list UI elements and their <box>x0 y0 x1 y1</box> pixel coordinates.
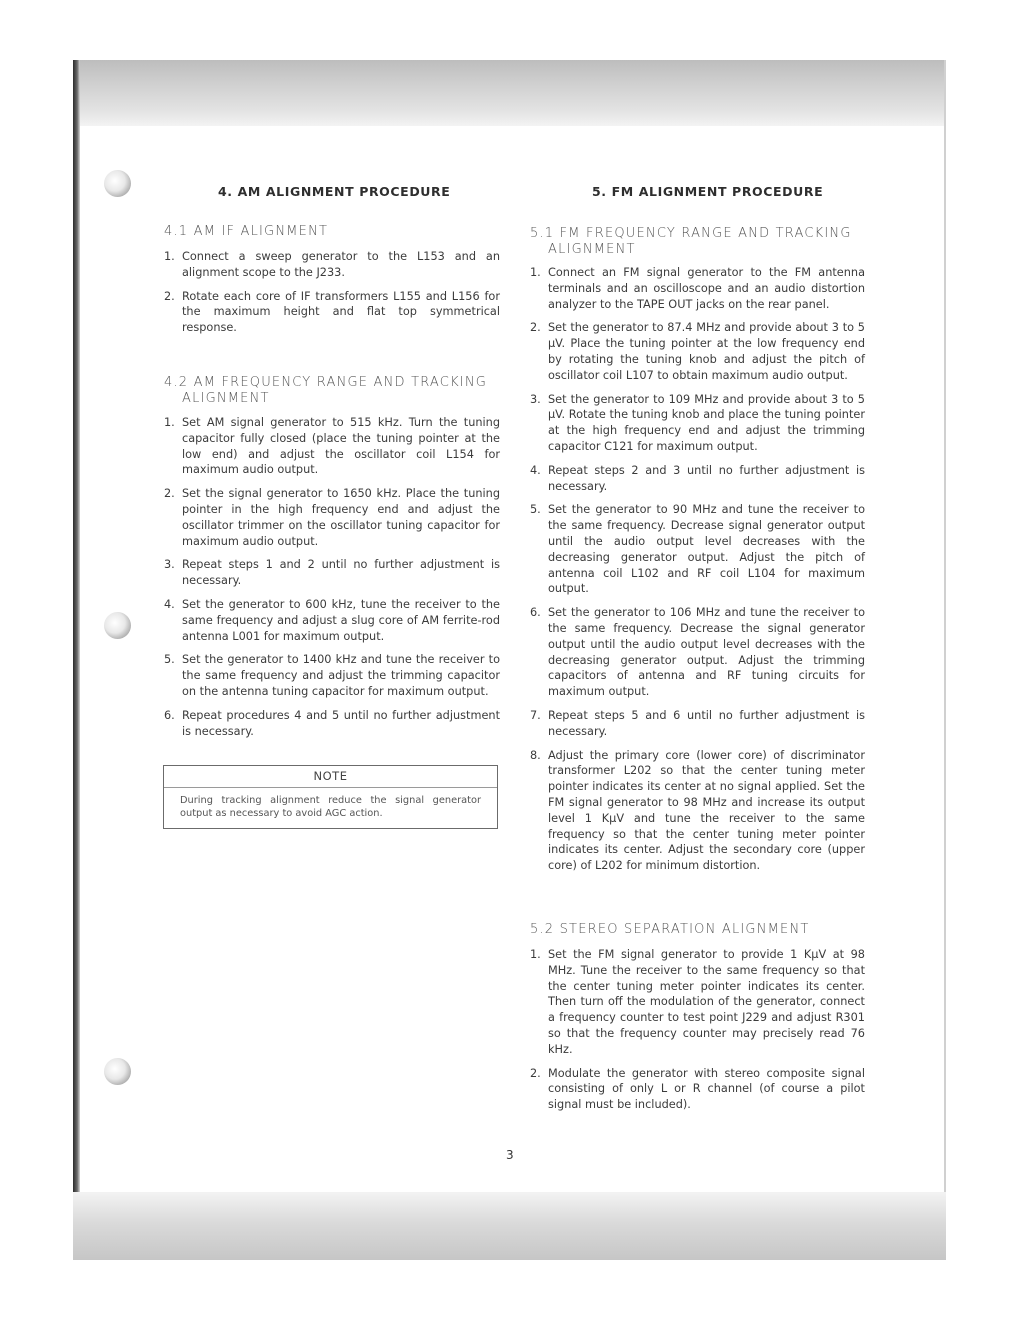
fm-range-heading <box>530 226 852 258</box>
binder-hole-bottom <box>104 1058 131 1085</box>
am-range-heading-line1: 4.2 AM FREQUENCY RANGE AND TRACKING <box>164 375 488 390</box>
note-divider <box>164 787 497 788</box>
fm-range-heading-line1: 5.1 FM FREQUENCY RANGE AND TRACKING <box>530 226 852 241</box>
list-item: 1. Connect an FM signal generator to the FM antenna terminals and an oscilloscope and an audio distortion analyzer to the TAPE OUT jacks on the rear panel. <box>530 266 865 311</box>
am-section-title: 4. AM ALIGNMENT PROCEDURE <box>218 184 451 199</box>
list-item: 3. Set the generator to 109 MHz and provide about 3 to 5 µV. Rotate the tuning knob and place the tuning pointer at the high frequency end and adjust the trimming capacitor C121 for maximum output. <box>530 392 865 453</box>
scan-edge-right <box>944 60 946 1260</box>
am-range-heading <box>164 375 487 407</box>
fm-stereo-heading: 5.2 STEREO SEPARATION ALIGNMENT <box>530 922 810 937</box>
scan-shadow-top <box>73 60 946 126</box>
list-item: 4. Repeat steps 2 and 3 until no further adjustment is necessary. <box>530 463 865 493</box>
note-box <box>163 765 498 829</box>
am-if-heading: 4.1 AM IF ALIGNMENT <box>164 224 329 239</box>
list-item: 7. Repeat steps 5 and 6 until no further adjustment is necessary. <box>530 708 865 738</box>
list-item: 5. Set the generator to 90 MHz and tune the receiver to the same frequency. Decrease signal generator output until the audio output level decreases with the decreasing generator output. Adjust the pitch of antenna coil L102 and RF coil L104 for maximum output. <box>530 503 865 596</box>
scan-shadow-left <box>73 60 80 1260</box>
am-if-steps <box>164 249 500 344</box>
am-range-steps <box>164 415 500 747</box>
note-title: NOTE <box>313 769 348 783</box>
fm-section-title: 5. FM ALIGNMENT PROCEDURE <box>592 184 824 199</box>
fm-stereo-steps <box>530 947 865 1121</box>
list-item: 1. Set AM signal generator to 515 kHz. Turn the tuning capacitor fully closed (place the tuning pointer at the low end) and adjust the oscillator coil L154 for maximum audio output. <box>164 416 500 477</box>
am-range-heading-line2: ALIGNMENT <box>182 391 270 406</box>
note-text: During tracking alignment reduce the signal generator output as necessary to avoid AGC action. <box>180 795 481 819</box>
scan-shadow-bottom <box>73 1192 946 1260</box>
page-number: 3 <box>506 1148 514 1162</box>
list-item: 5. Set the generator to 1400 kHz and tune the receiver to the same frequency and adjust the trimming capacitor on the antenna tuning capacitor for maximum output. <box>164 653 500 698</box>
list-item: 2. Rotate each core of IF transformers L155 and L156 for the maximum height and flat top symmetrical response. <box>164 289 500 335</box>
list-item: 1. Set the FM signal generator to provide 1 KµV at 98 MHz. Tune the receiver to the same frequency so that the center tuning meter pointer indicates its center. Then turn off the modulation of the generator, connect a frequency counter to test point J229 and adjust R301 so that the frequency counter may precisely read 76 kHz. <box>530 948 865 1056</box>
fm-range-steps <box>530 265 865 882</box>
binder-hole-top <box>104 170 131 197</box>
list-item: 6. Set the generator to 106 MHz and tune the receiver to the same frequency. Decrease the signal generator output until the audio output level decreases with the decreasing generator output. Adjust the trimming capacitors of antenna and RF tuning circuits for maximum output. <box>530 606 865 699</box>
fm-range-heading-line2: ALIGNMENT <box>548 242 636 257</box>
list-item: 1. Connect a sweep generator to the L153 and an alignment scope to the J233. <box>164 250 500 279</box>
list-item: 2. Set the signal generator to 1650 kHz. Place the tuning pointer in the high frequency end and adjust the oscillator trimmer on the oscillator tuning capacitor for maximum audio output. <box>164 487 500 548</box>
list-item: 2. Modulate the generator with stereo composite signal consisting of only L or R channel (of course a pilot signal must be included). <box>530 1066 865 1112</box>
list-item: 8. Adjust the primary core (lower core) of discriminator transformer L202 so that the center tuning meter pointer indicates its center at no signal applied. Set the FM signal generator to 98 MHz and increase its output level 1 KµV and tune the receiver to the same frequency so that the center tuning meter pointer indicates its center. Adjust the secondary core (upper core) of L202 for minimum distortion. <box>530 748 865 873</box>
list-item: 2. Set the generator to 87.4 MHz and provide about 3 to 5 µV. Place the tuning pointer at the low frequency end by rotating the tuning knob and adjust the pitch of oscillator coil L107 to obtain maximum audio output. <box>530 321 865 382</box>
binder-hole-middle <box>104 612 131 639</box>
list-item: 4. Set the generator to 600 kHz, tune the receiver to the same frequency and adjust a slug core of AM ferrite-rod antenna L001 for maximum output. <box>164 597 500 643</box>
list-item: 6. Repeat procedures 4 and 5 until no further adjustment is necessary. <box>164 708 500 738</box>
list-item: 3. Repeat steps 1 and 2 until no further adjustment is necessary. <box>164 558 500 588</box>
